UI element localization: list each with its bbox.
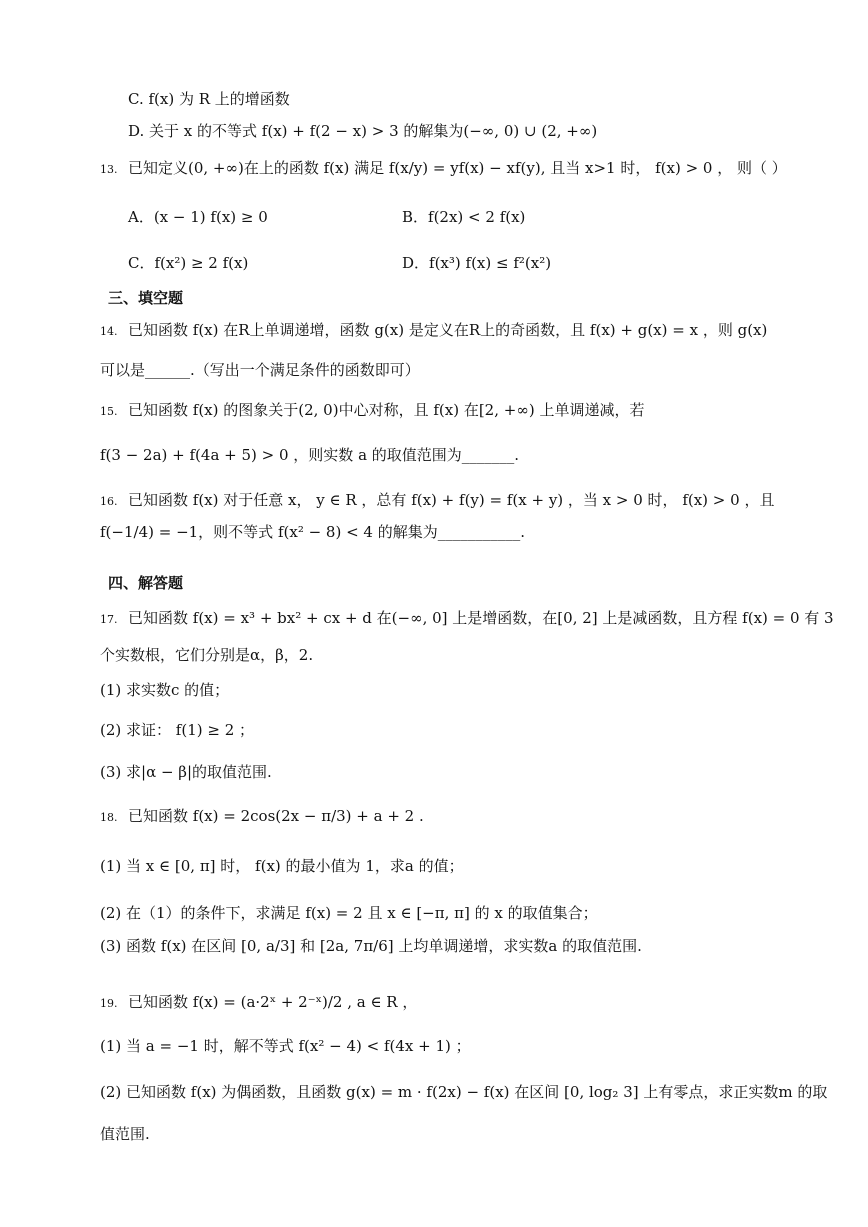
option-d-line: D. 关于 x 的不等式 f(x) + f(2 − x) > 3 的解集为(−∞, 0) ∪ (2, +∞): [128, 122, 598, 140]
question-18-part-1: (1) 当 x ∈ [0, π] 时， f(x) 的最小值为 1，求a 的值；: [100, 857, 464, 875]
question-17: 17. 已知函数 f(x) = x³ + bx² + cx + d 在(−∞, 0] 上是增函数，在[0, 2] 上是减函数，且方程 f(x) = 0 有 3: [100, 609, 834, 627]
question-16: 16. 已知函数 f(x) 对于任意 x， y ∈ R ，总有 f(x) + f(y) = f(x + y) ，当 x > 0 时， f(x) > 0 ，且: [100, 491, 775, 509]
question-15-cont: f(3 − 2a) + f(4a + 5) > 0 ，则实数 a 的取值范围为_______.: [100, 446, 520, 464]
q13-option-a: A．(x − 1) f(x) ≥ 0: [128, 208, 268, 226]
question-17-part-1: (1) 求实数c 的值；: [100, 681, 230, 699]
question-17-cont: 个实数根，它们分别是α，β，2.: [100, 646, 314, 664]
question-17-part-2: (2) 求证： f(1) ≥ 2 ；: [100, 721, 254, 739]
question-16-cont: f(−1/4) = −1，则不等式 f(x² − 8) < 4 的解集为___________.: [100, 523, 526, 541]
question-18-part-3: (3) 函数 f(x) 在区间 [0, a/3] 和 [2a, 7π/6] 上均单调递增，求实数a 的取值范围.: [100, 937, 642, 955]
question-19-part-3: 值范围.: [100, 1125, 150, 1143]
question-18: 18. 已知函数 f(x) = 2cos(2x − π/3) + a + 2 .: [100, 807, 424, 825]
question-14-cont: 可以是______.（写出一个满足条件的函数即可）: [100, 361, 420, 379]
question-14: 14. 已知函数 f(x) 在R上单调递增，函数 g(x) 是定义在R上的奇函数，且 f(x) + g(x) = x ，则 g(x): [100, 321, 768, 339]
section-answer: 四、解答题: [108, 574, 184, 592]
question-19-part-1: (1) 当 a = −1 时，解不等式 f(x² − 4) < f(4x + 1) ；: [100, 1037, 471, 1055]
q13-option-b: B．f(2x) < 2 f(x): [402, 208, 526, 226]
question-13: 13. 已知定义(0, +∞)在上的函数 f(x) 满足 f(x/y) = yf(x) − xf(y), 且当 x>1 时， f(x) > 0 ， 则（ ）: [100, 159, 787, 177]
question-18-part-2: (2) 在（1）的条件下，求满足 f(x) = 2 且 x ∈ [−π, π] 的 x 的取值集合；: [100, 904, 598, 922]
question-19-part-2: (2) 已知函数 f(x) 为偶函数，且函数 g(x) = m · f(2x) − f(x) 在区间 [0, log₂ 3] 上有零点，求正实数m 的取: [100, 1083, 828, 1101]
option-c-line: C. f(x) 为 R 上的增函数: [128, 90, 290, 108]
q13-option-d: D．f(x³) f(x) ≤ f²(x²): [402, 254, 552, 272]
section-fill-in: 三、填空题: [108, 289, 184, 307]
question-17-part-3: (3) 求|α − β|的取值范围.: [100, 763, 272, 781]
q13-option-c: C．f(x²) ≥ 2 f(x): [128, 254, 249, 272]
question-15: 15. 已知函数 f(x) 的图象关于(2, 0)中心对称，且 f(x) 在[2, +∞) 上单调递减，若: [100, 401, 645, 419]
question-19: 19. 已知函数 f(x) = (a·2ˣ + 2⁻ˣ)/2 , a ∈ R ，: [100, 993, 418, 1011]
